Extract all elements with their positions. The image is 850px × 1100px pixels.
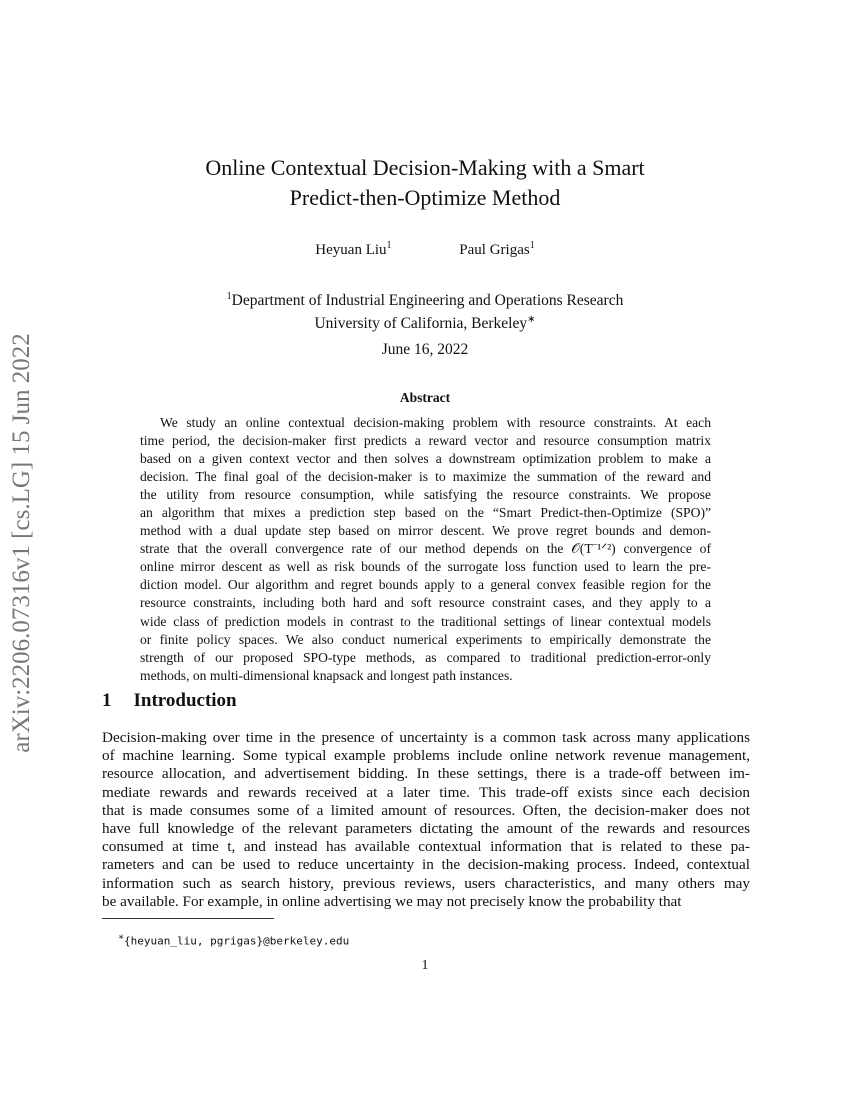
text-line: based on a given context vector and then solves a downstream optimization problem to make a [140, 451, 711, 467]
abstract-heading: Abstract [399, 390, 451, 405]
text-line: methods, on multi-dimensional knapsack and longest path instances. [140, 667, 513, 683]
text-line: resource constraints, including both hard and soft resource constraint cases, and they apply to a [140, 595, 711, 611]
page-number: 1 [421, 958, 429, 973]
title-line: Predict-then-Optimize Method [289, 185, 561, 210]
text-line: decision. The final goal of the decision-maker is to maximize the summation of the reward and [140, 469, 711, 485]
text-line: wide class of prediction models in contrast to the traditional settings of linear contextual models [140, 613, 711, 629]
author-sup: 1 [529, 240, 535, 251]
aff-sup: 1 [226, 291, 232, 302]
text-line: consumed at time t, and instead has available contextual information that is related to these pa- [102, 838, 750, 856]
author [315, 240, 391, 259]
text-line: method with a dual update step based on mirror descent. We prove regret bounds and demon- [140, 523, 711, 539]
abstract-body [140, 414, 711, 685]
footnote [118, 932, 349, 948]
aff-line: University of California, Berkeley [314, 315, 528, 333]
aff-mark: ∗ [527, 314, 536, 326]
text-line: strate that the overall convergence rate of our method depends on the 𝒪(T⁻¹ᐟ²) convergence of [140, 541, 711, 557]
aff-line: Department of Industrial Engineering and Operations Research [231, 292, 624, 310]
author-name: Paul Grigas [459, 242, 530, 258]
text-line: information such as search history, previous reviews, users characteristics, and many others may [102, 874, 750, 892]
text-line: or finite policy spaces. We also conduct numerical experiments to empirically demonstrate the [140, 631, 711, 647]
date: June 16, 2022 [381, 341, 469, 358]
author-name: Heyuan Liu [315, 242, 387, 258]
intro-body [102, 729, 750, 911]
text-line: the utility from resource consumption, while satisfying the resource constraints. We propose [140, 487, 711, 503]
text-line: We study an online contextual decision-making problem with resource constraints. At each [160, 415, 711, 430]
title-line: Online Contextual Decision-Making with a Smart [205, 155, 645, 180]
text-line: resource allocation, and advertisement bidding. In these settings, there is a trade-off between im- [102, 765, 750, 783]
text-line: be available. For example, in online advertising we may not precisely know the probability that [102, 892, 682, 910]
footnote-text: {heyuan_liu, pgrigas}@berkeley.edu [124, 934, 350, 948]
arxiv-stamp: arXiv:2206.07316v1 [cs.LG] 15 Jun 2022 [8, 333, 35, 753]
author [459, 240, 534, 259]
section-heading [102, 690, 259, 712]
paper-title [0, 153, 850, 213]
text-line: online mirror descent as well as risk bounds of the surrogate loss function used to learn the pre- [140, 559, 711, 575]
text-line: rameters and can be used to reduce uncertainty in the decision-making process. Indeed, contextual [102, 856, 750, 874]
author-sup: 1 [386, 240, 392, 251]
text-line: diction model. Our algorithm and regret bounds apply to a general convex feasible region for the [140, 577, 711, 593]
text-line: that is made consumes some of a limited amount of resources. Often, the decision-maker does not [102, 801, 750, 819]
footnote-mark: ∗ [118, 932, 125, 943]
authors [0, 240, 850, 259]
text-line: mediate rewards and rewards received at a later time. This trade-off exists since each decision [102, 783, 750, 801]
affiliation [0, 287, 850, 333]
text-line: Decision-making over time in the presence of uncertainty is a common task across many applications [102, 729, 750, 746]
text-line: an algorithm that mixes a prediction step based on the “Smart Predict-then-Optimize (SPO)” [140, 505, 711, 521]
text-line: of machine learning. Some typical example problems include online network revenue management, [102, 747, 750, 765]
footnote-rule [102, 918, 274, 919]
text-line: time period, the decision-maker first predicts a reward vector and resource consumption matrix [140, 433, 711, 449]
text-line: strength of our proposed SPO-type methods, as compared to traditional prediction-error-only [140, 649, 711, 665]
text-line: have full knowledge of the relevant parameters dictating the amount of the rewards and resources [102, 820, 750, 838]
section-number: 1 [102, 690, 112, 711]
section-title: Introduction [133, 690, 237, 711]
